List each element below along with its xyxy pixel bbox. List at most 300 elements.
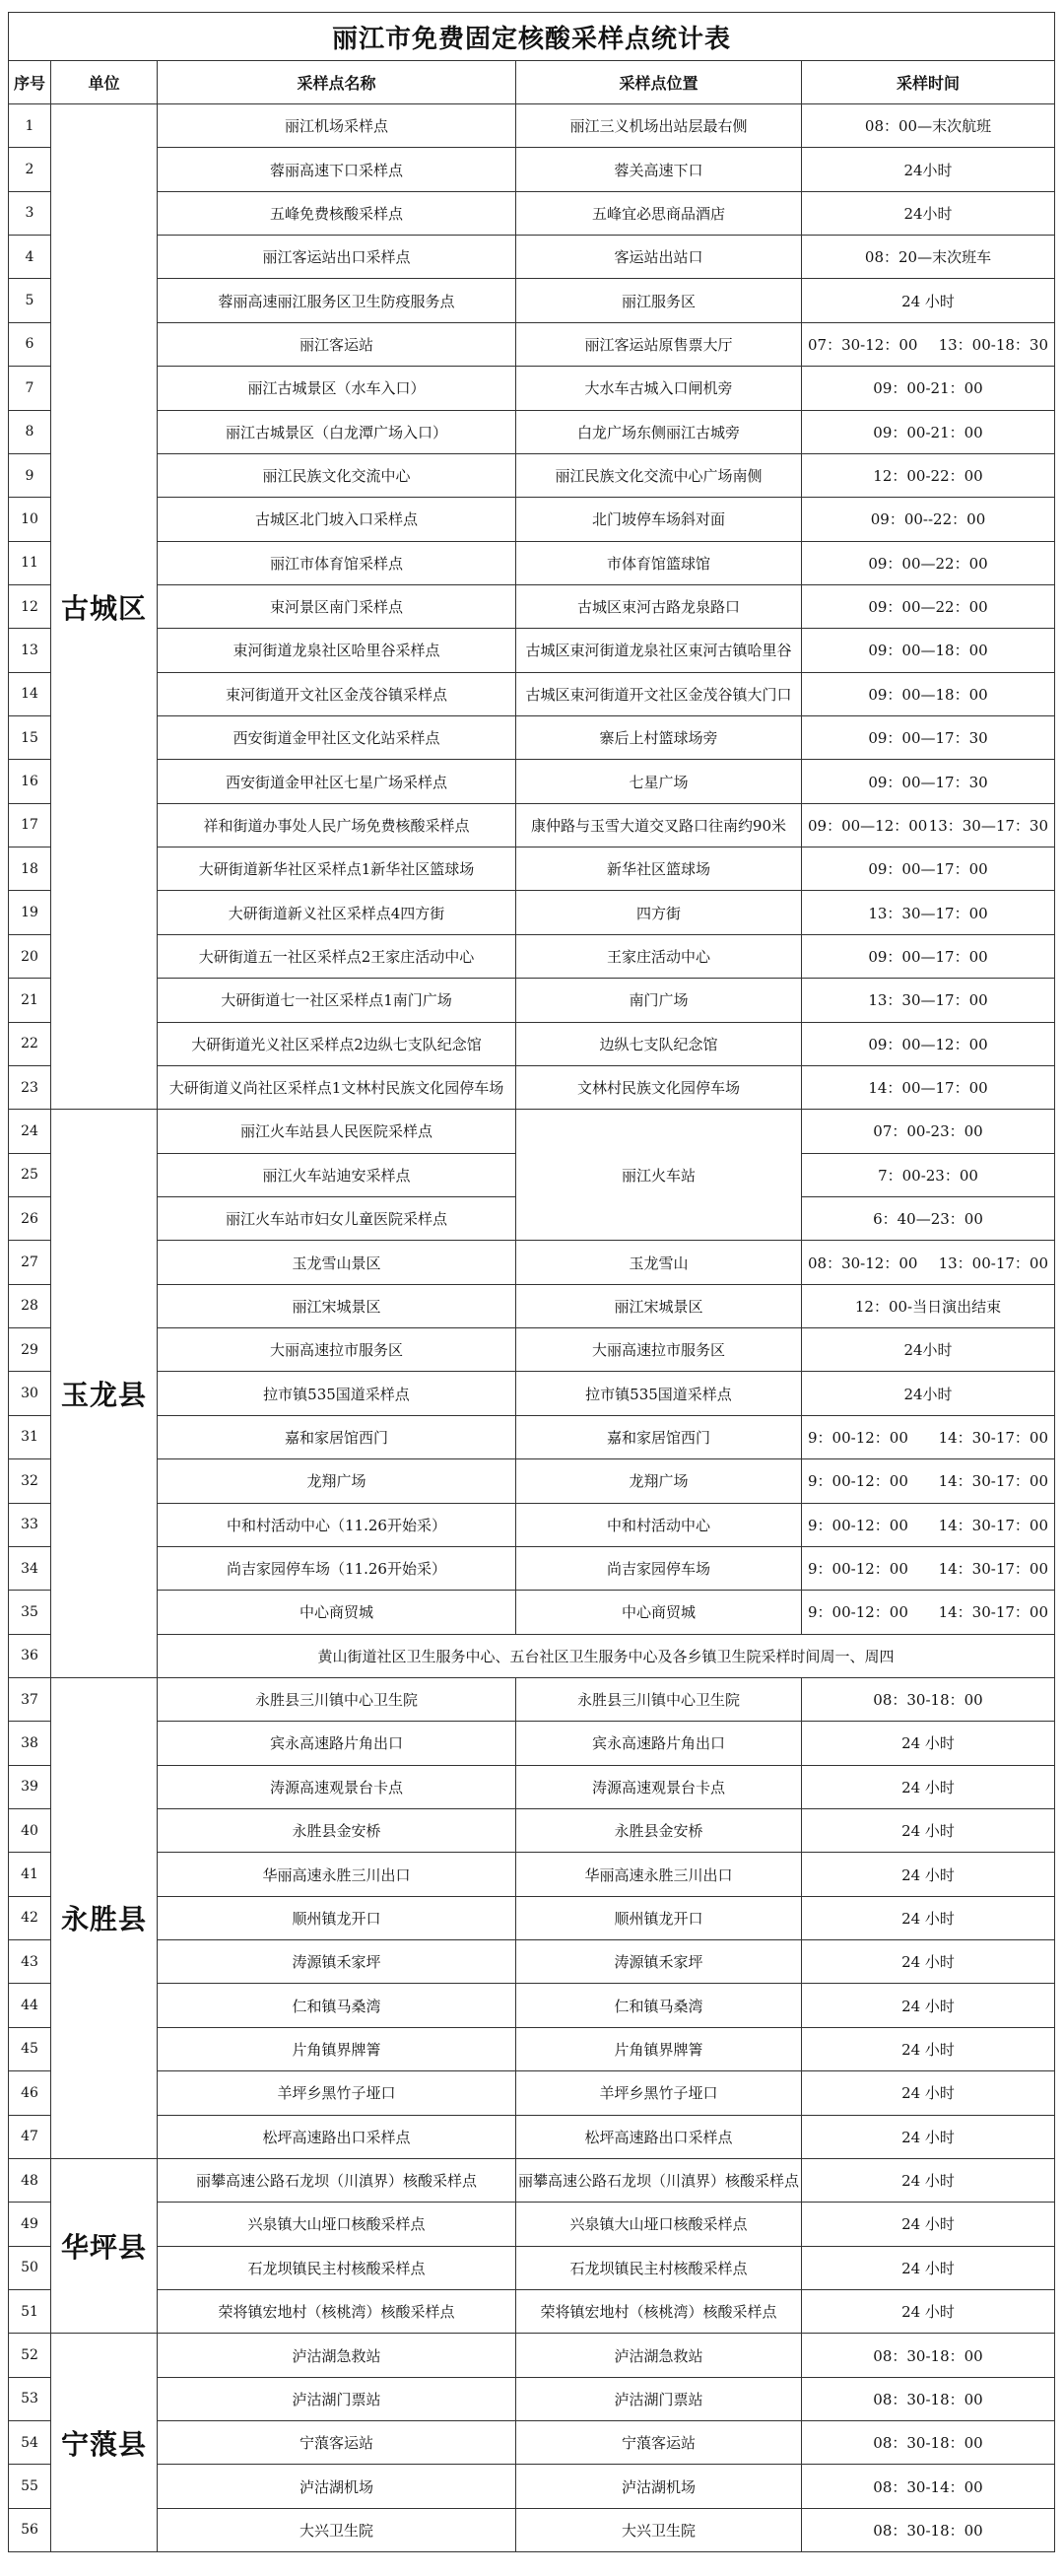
time-morning: 9：00-12：00 <box>808 1560 908 1579</box>
sampling-time: 09：00—22：00 <box>802 584 1055 628</box>
table-row <box>9 1022 1055 1065</box>
site-name: 丽江火车站迪安采样点 <box>158 1153 516 1196</box>
table-body <box>9 104 1055 2552</box>
site-location: 兴泉镇大山垭口核酸采样点 <box>516 2203 802 2246</box>
time-split <box>804 1515 1052 1535</box>
sampling-time: 6：40—23：00 <box>802 1196 1055 1240</box>
site-location: 白龙广场东侧丽江古城旁 <box>516 410 802 453</box>
site-location: 蓉关高速下口 <box>516 148 802 191</box>
site-name: 大研街道义尚社区采样点1文林村民族文化园停车场 <box>158 1065 516 1109</box>
time-split <box>804 1253 1052 1273</box>
row-seq: 40 <box>9 1809 51 1853</box>
site-location: 客运站出站口 <box>516 236 802 279</box>
site-location: 泸沽湖机场 <box>516 2465 802 2508</box>
unit-cell: 古城区 <box>51 104 158 1110</box>
time-afternoon: 13：00-18：30 <box>938 335 1049 354</box>
row-seq: 55 <box>9 2465 51 2508</box>
table-row <box>9 1634 1055 1677</box>
table-row <box>9 629 1055 672</box>
row-seq: 39 <box>9 1765 51 1808</box>
site-location: 泸沽湖门票站 <box>516 2377 802 2420</box>
site-location: 仁和镇马桑湾 <box>516 1984 802 2027</box>
time-afternoon: 14：30-17：00 <box>938 1516 1049 1534</box>
sampling-time: 24 小时 <box>802 2071 1055 2115</box>
table-row <box>9 1284 1055 1327</box>
row-seq: 11 <box>9 541 51 584</box>
site-location: 边纵七支队纪念馆 <box>516 1022 802 1065</box>
site-name: 涛源高速观景台卡点 <box>158 1765 516 1808</box>
site-location: 大丽高速拉市服务区 <box>516 1328 802 1372</box>
table-row <box>9 1677 1055 1721</box>
table-row <box>9 2421 1055 2465</box>
table-row <box>9 1503 1055 1546</box>
row-seq: 56 <box>9 2508 51 2551</box>
table-row <box>9 891 1055 934</box>
sampling-time: 7：00-23：00 <box>802 1153 1055 1196</box>
table-row <box>9 1415 1055 1458</box>
time-morning: 9：00-12：00 <box>808 1472 908 1491</box>
table-row <box>9 498 1055 541</box>
table-row <box>9 104 1055 148</box>
site-location: 拉市镇535国道采样点 <box>516 1372 802 1415</box>
row-seq: 31 <box>9 1415 51 1458</box>
site-name: 古城区北门坡入口采样点 <box>158 498 516 541</box>
site-location: 古城区束河古路龙泉路口 <box>516 584 802 628</box>
site-location: 丽江客运站原售票大厅 <box>516 322 802 366</box>
site-name: 大研街道新义社区采样点4四方街 <box>158 891 516 934</box>
time-afternoon: 14：30-17：00 <box>938 1472 1049 1491</box>
site-location: 丽攀高速公路石龙坝（川滇界）核酸采样点 <box>516 2158 802 2202</box>
sampling-time: 24 小时 <box>802 2289 1055 2333</box>
row-seq: 4 <box>9 236 51 279</box>
site-name: 丽江客运站 <box>158 322 516 366</box>
site-location: 永胜县三川镇中心卫生院 <box>516 1677 802 1721</box>
table-row <box>9 1940 1055 1984</box>
site-name: 羊坪乡黑竹子垭口 <box>158 2071 516 2115</box>
site-name: 束河街道龙泉社区哈里谷采样点 <box>158 629 516 672</box>
site-name: 泸沽湖机场 <box>158 2465 516 2508</box>
sampling-time: 08：30-14：00 <box>802 2465 1055 2508</box>
table-row <box>9 1065 1055 1109</box>
time-split <box>804 815 1052 836</box>
sampling-time <box>802 1546 1055 1590</box>
site-name: 尚吉家园停车场（11.26开始采） <box>158 1546 516 1590</box>
time-afternoon: 14：30-17：00 <box>938 1428 1049 1447</box>
table-row <box>9 1765 1055 1808</box>
site-name: 华丽高速永胜三川出口 <box>158 1853 516 1896</box>
site-location: 永胜县金安桥 <box>516 1809 802 1853</box>
header-row <box>9 61 1055 104</box>
site-location: 四方街 <box>516 891 802 934</box>
site-name: 永胜县三川镇中心卫生院 <box>158 1677 516 1721</box>
site-location: 华丽高速永胜三川出口 <box>516 1853 802 1896</box>
unit-cell: 永胜县 <box>51 1677 158 2158</box>
site-name: 束河街道开文社区金茂谷镇采样点 <box>158 672 516 715</box>
site-name: 蓉丽高速丽江服务区卫生防疫服务点 <box>158 279 516 322</box>
row-seq: 25 <box>9 1153 51 1196</box>
site-name: 松坪高速路出口采样点 <box>158 2115 516 2158</box>
site-name: 大研街道五一社区采样点2王家庄活动中心 <box>158 934 516 978</box>
sampling-time: 09：00-21：00 <box>802 410 1055 453</box>
site-location: 丽江宋城景区 <box>516 1284 802 1327</box>
table-row <box>9 584 1055 628</box>
row-seq: 6 <box>9 322 51 366</box>
row-seq: 42 <box>9 1896 51 1939</box>
row-seq: 1 <box>9 104 51 148</box>
sampling-time: 09：00—22：00 <box>802 541 1055 584</box>
table-row <box>9 2158 1055 2202</box>
row-seq: 3 <box>9 191 51 235</box>
site-location: 涛源高速观景台卡点 <box>516 1765 802 1808</box>
row-seq: 21 <box>9 979 51 1022</box>
site-name: 中心商贸城 <box>158 1591 516 1634</box>
row-seq: 23 <box>9 1065 51 1109</box>
sampling-time: 24小时 <box>802 191 1055 235</box>
site-name: 丽江火车站市妇女儿童医院采样点 <box>158 1196 516 1240</box>
table-row <box>9 1459 1055 1503</box>
row-seq: 13 <box>9 629 51 672</box>
site-name: 祥和街道办事处人民广场免费核酸采样点 <box>158 803 516 847</box>
table-row <box>9 934 1055 978</box>
unit-cell: 华坪县 <box>51 2158 158 2333</box>
sampling-time: 24 小时 <box>802 1853 1055 1896</box>
site-name: 丽江古城景区（白龙潭广场入口） <box>158 410 516 453</box>
site-name: 丽江火车站县人民医院采样点 <box>158 1110 516 1153</box>
row-seq: 47 <box>9 2115 51 2158</box>
row-seq: 5 <box>9 279 51 322</box>
site-name: 大研街道七一社区采样点1南门广场 <box>158 979 516 1022</box>
header-location: 采样点位置 <box>516 61 802 104</box>
table-row <box>9 148 1055 191</box>
site-name: 嘉和家居馆西门 <box>158 1415 516 1458</box>
sampling-time: 24小时 <box>802 148 1055 191</box>
row-seq: 30 <box>9 1372 51 1415</box>
sampling-time: 08：30-18：00 <box>802 2377 1055 2420</box>
unit-cell: 宁蒗县 <box>51 2334 158 2552</box>
row-seq: 33 <box>9 1503 51 1546</box>
sampling-time: 09：00—17：30 <box>802 716 1055 760</box>
sampling-time: 24 小时 <box>802 2203 1055 2246</box>
site-location: 大水车古城入口闸机旁 <box>516 367 802 410</box>
sampling-time <box>802 1415 1055 1458</box>
site-name: 宾永高速路片角出口 <box>158 1722 516 1765</box>
sampling-time: 09：00-21：00 <box>802 367 1055 410</box>
time-split <box>804 1558 1052 1579</box>
row-seq: 22 <box>9 1022 51 1065</box>
site-name: 大研街道光义社区采样点2边纵七支队纪念馆 <box>158 1022 516 1065</box>
row-seq: 36 <box>9 1634 51 1677</box>
table-row <box>9 2508 1055 2551</box>
header-unit: 单位 <box>51 61 158 104</box>
table-row <box>9 2465 1055 2508</box>
row-seq: 2 <box>9 148 51 191</box>
row-seq: 14 <box>9 672 51 715</box>
site-name: 丽江民族文化交流中心 <box>158 453 516 497</box>
sampling-time: 24 小时 <box>802 1809 1055 1853</box>
site-location: 七星广场 <box>516 760 802 803</box>
row-seq: 20 <box>9 934 51 978</box>
site-name: 丽江机场采样点 <box>158 104 516 148</box>
sampling-time: 24 小时 <box>802 2246 1055 2289</box>
row-seq: 28 <box>9 1284 51 1327</box>
site-location: 古城区束河街道龙泉社区束河古镇哈里谷 <box>516 629 802 672</box>
table-row <box>9 803 1055 847</box>
sampling-time: 13：30—17：00 <box>802 891 1055 934</box>
table-row <box>9 410 1055 453</box>
table-row <box>9 2334 1055 2377</box>
table-row <box>9 979 1055 1022</box>
site-location: 荣将镇宏地村（核桃湾）核酸采样点 <box>516 2289 802 2333</box>
table-row <box>9 191 1055 235</box>
row-seq: 26 <box>9 1196 51 1240</box>
table-row <box>9 1853 1055 1896</box>
sampling-time <box>802 1459 1055 1503</box>
table-row <box>9 716 1055 760</box>
time-split <box>804 334 1052 355</box>
site-name: 丽江市体育馆采样点 <box>158 541 516 584</box>
site-location: 丽江三义机场出站层最右侧 <box>516 104 802 148</box>
site-name: 永胜县金安桥 <box>158 1809 516 1853</box>
sampling-time: 24小时 <box>802 1328 1055 1372</box>
site-location: 羊坪乡黑竹子垭口 <box>516 2071 802 2115</box>
sampling-time <box>802 803 1055 847</box>
row-seq: 51 <box>9 2289 51 2333</box>
site-name: 泸沽湖急救站 <box>158 2334 516 2377</box>
site-location: 嘉和家居馆西门 <box>516 1415 802 1458</box>
row-seq: 41 <box>9 1853 51 1896</box>
time-split <box>804 1601 1052 1622</box>
header-name: 采样点名称 <box>158 61 516 104</box>
time-afternoon: 14：30-17：00 <box>938 1560 1049 1579</box>
sampling-time: 24 小时 <box>802 2115 1055 2158</box>
row-seq: 43 <box>9 1940 51 1984</box>
sampling-time: 24 小时 <box>802 279 1055 322</box>
site-name: 大兴卫生院 <box>158 2508 516 2551</box>
site-name: 丽江宋城景区 <box>158 1284 516 1327</box>
sampling-time: 12：00-22：00 <box>802 453 1055 497</box>
site-location: 涛源镇禾家坪 <box>516 1940 802 1984</box>
row-seq: 37 <box>9 1677 51 1721</box>
site-name: 西安街道金甲社区文化站采样点 <box>158 716 516 760</box>
site-location: 五峰宜必思商品酒店 <box>516 191 802 235</box>
sampling-time: 14：00—17：00 <box>802 1065 1055 1109</box>
site-location: 宾永高速路片角出口 <box>516 1722 802 1765</box>
site-name: 兴泉镇大山垭口核酸采样点 <box>158 2203 516 2246</box>
table-row <box>9 2115 1055 2158</box>
site-location: 寨后上村篮球场旁 <box>516 716 802 760</box>
sampling-time: 09：00—17：00 <box>802 934 1055 978</box>
time-morning: 9：00-12：00 <box>808 1603 908 1622</box>
time-afternoon: 13：00-17：00 <box>938 1254 1049 1272</box>
sampling-time: 24 小时 <box>802 1896 1055 1939</box>
row-seq: 38 <box>9 1722 51 1765</box>
table-row <box>9 2027 1055 2070</box>
table-row <box>9 1546 1055 1590</box>
time-afternoon: 14：30-17：00 <box>938 1603 1049 1622</box>
site-name: 束河景区南门采样点 <box>158 584 516 628</box>
site-name: 仁和镇马桑湾 <box>158 1984 516 2027</box>
site-location: 丽江民族文化交流中心广场南侧 <box>516 453 802 497</box>
sampling-time: 24 小时 <box>802 2158 1055 2202</box>
row-seq: 45 <box>9 2027 51 2070</box>
table-row <box>9 279 1055 322</box>
site-location: 市体育馆篮球馆 <box>516 541 802 584</box>
table-row <box>9 2289 1055 2333</box>
site-location: 新华社区篮球场 <box>516 847 802 891</box>
row-seq: 46 <box>9 2071 51 2115</box>
table-row <box>9 2203 1055 2246</box>
sampling-time <box>802 1241 1055 1284</box>
table-row <box>9 236 1055 279</box>
sampling-time: 24 小时 <box>802 1722 1055 1765</box>
site-location: 石龙坝镇民主村核酸采样点 <box>516 2246 802 2289</box>
table-row <box>9 1372 1055 1415</box>
site-name: 石龙坝镇民主村核酸采样点 <box>158 2246 516 2289</box>
sampling-time <box>802 1591 1055 1634</box>
site-location: 大兴卫生院 <box>516 2508 802 2551</box>
row-seq: 8 <box>9 410 51 453</box>
site-name: 中和村活动中心（11.26开始采） <box>158 1503 516 1546</box>
sampling-time: 08：30-18：00 <box>802 2334 1055 2377</box>
row-seq: 52 <box>9 2334 51 2377</box>
table-row <box>9 1896 1055 1939</box>
site-name: 荣将镇宏地村（核桃湾）核酸采样点 <box>158 2289 516 2333</box>
table-row <box>9 760 1055 803</box>
row-seq: 24 <box>9 1110 51 1153</box>
site-name: 涛源镇禾家坪 <box>158 1940 516 1984</box>
site-location: 顺州镇龙开口 <box>516 1896 802 1939</box>
site-name: 丽江古城景区（水车入口） <box>158 367 516 410</box>
site-name: 片角镇界牌箐 <box>158 2027 516 2070</box>
sampling-time <box>802 322 1055 366</box>
site-location: 宁蒗客运站 <box>516 2421 802 2465</box>
site-name: 拉市镇535国道采样点 <box>158 1372 516 1415</box>
row-seq: 10 <box>9 498 51 541</box>
table-row <box>9 847 1055 891</box>
row-seq: 27 <box>9 1241 51 1284</box>
table-row <box>9 672 1055 715</box>
sampling-time: 24 小时 <box>802 1940 1055 1984</box>
table-row <box>9 1328 1055 1372</box>
time-morning: 08：30-12：00 <box>808 1254 918 1272</box>
site-location: 片角镇界牌箐 <box>516 2027 802 2070</box>
site-name: 丽攀高速公路石龙坝（川滇界）核酸采样点 <box>158 2158 516 2202</box>
site-name: 龙翔广场 <box>158 1459 516 1503</box>
time-morning: 09：00—12：00 <box>808 816 928 835</box>
sampling-time: 08：30-18：00 <box>802 2508 1055 2551</box>
table-row <box>9 1809 1055 1853</box>
site-location: 泸沽湖急救站 <box>516 2334 802 2377</box>
site-name: 五峰免费核酸采样点 <box>158 191 516 235</box>
table-row <box>9 2071 1055 2115</box>
row-seq: 7 <box>9 367 51 410</box>
sampling-time: 12：00-当日演出结束 <box>802 1284 1055 1327</box>
row-seq: 49 <box>9 2203 51 2246</box>
time-split <box>804 1427 1052 1448</box>
sampling-time: 09：00—18：00 <box>802 672 1055 715</box>
site-name: 丽江客运站出口采样点 <box>158 236 516 279</box>
table-row <box>9 2246 1055 2289</box>
header-time: 采样时间 <box>802 61 1055 104</box>
site-name: 蓉丽高速下口采样点 <box>158 148 516 191</box>
site-location: 丽江火车站 <box>516 1110 802 1241</box>
site-location: 丽江服务区 <box>516 279 802 322</box>
row-note: 黄山街道社区卫生服务中心、五台社区卫生服务中心及各乡镇卫生院采样时间周一、周四 <box>158 1634 1055 1677</box>
site-location: 古城区束河街道开文社区金茂谷镇大门口 <box>516 672 802 715</box>
row-seq: 9 <box>9 453 51 497</box>
table-row <box>9 1110 1055 1153</box>
sampling-time: 24 小时 <box>802 2027 1055 2070</box>
row-seq: 17 <box>9 803 51 847</box>
time-morning: 9：00-12：00 <box>808 1428 908 1447</box>
table-row <box>9 2377 1055 2420</box>
header-seq: 序号 <box>9 61 51 104</box>
site-location: 中和村活动中心 <box>516 1503 802 1546</box>
site-location: 北门坡停车场斜对面 <box>516 498 802 541</box>
table-title: 丽江市免费固定核酸采样点统计表 <box>9 13 1055 61</box>
site-name: 泸沽湖门票站 <box>158 2377 516 2420</box>
site-name: 顺州镇龙开口 <box>158 1896 516 1939</box>
site-location: 中心商贸城 <box>516 1591 802 1634</box>
time-morning: 9：00-12：00 <box>808 1516 908 1534</box>
table-row <box>9 322 1055 366</box>
sampling-time: 24小时 <box>802 1372 1055 1415</box>
table-row <box>9 541 1055 584</box>
row-seq: 18 <box>9 847 51 891</box>
sampling-time <box>802 1503 1055 1546</box>
row-seq: 35 <box>9 1591 51 1634</box>
sampling-time: 09：00—17：00 <box>802 847 1055 891</box>
sampling-time: 09：00—17：30 <box>802 760 1055 803</box>
row-seq: 32 <box>9 1459 51 1503</box>
row-seq: 16 <box>9 760 51 803</box>
time-afternoon: 13：30—17：30 <box>928 816 1049 835</box>
row-seq: 48 <box>9 2158 51 2202</box>
row-seq: 29 <box>9 1328 51 1372</box>
site-location: 王家庄活动中心 <box>516 934 802 978</box>
table-row <box>9 1722 1055 1765</box>
unit-cell: 玉龙县 <box>51 1110 158 1678</box>
site-name: 玉龙雪山景区 <box>158 1241 516 1284</box>
sampling-time: 24 小时 <box>802 1765 1055 1808</box>
table-row <box>9 367 1055 410</box>
row-seq: 54 <box>9 2421 51 2465</box>
sampling-time: 09：00—18：00 <box>802 629 1055 672</box>
row-seq: 34 <box>9 1546 51 1590</box>
site-name: 大研街道新华社区采样点1新华社区篮球场 <box>158 847 516 891</box>
site-location: 尚吉家园停车场 <box>516 1546 802 1590</box>
site-name: 西安街道金甲社区七星广场采样点 <box>158 760 516 803</box>
site-location: 龙翔广场 <box>516 1459 802 1503</box>
table-row <box>9 1241 1055 1284</box>
row-seq: 53 <box>9 2377 51 2420</box>
row-seq: 19 <box>9 891 51 934</box>
site-location: 康仲路与玉雪大道交叉路口往南约90米 <box>516 803 802 847</box>
time-morning: 07：30-12：00 <box>808 335 918 354</box>
sampling-sites-table <box>8 12 1055 2552</box>
site-name: 宁蒗客运站 <box>158 2421 516 2465</box>
row-seq: 50 <box>9 2246 51 2289</box>
row-seq: 44 <box>9 1984 51 2027</box>
sampling-time: 13：30—17：00 <box>802 979 1055 1022</box>
time-split <box>804 1470 1052 1491</box>
sampling-time: 09：00--22：00 <box>802 498 1055 541</box>
sampling-time: 09：00—12：00 <box>802 1022 1055 1065</box>
site-name: 大丽高速拉市服务区 <box>158 1328 516 1372</box>
sampling-time: 08：30-18：00 <box>802 2421 1055 2465</box>
table-row <box>9 453 1055 497</box>
site-location: 文林村民族文化园停车场 <box>516 1065 802 1109</box>
